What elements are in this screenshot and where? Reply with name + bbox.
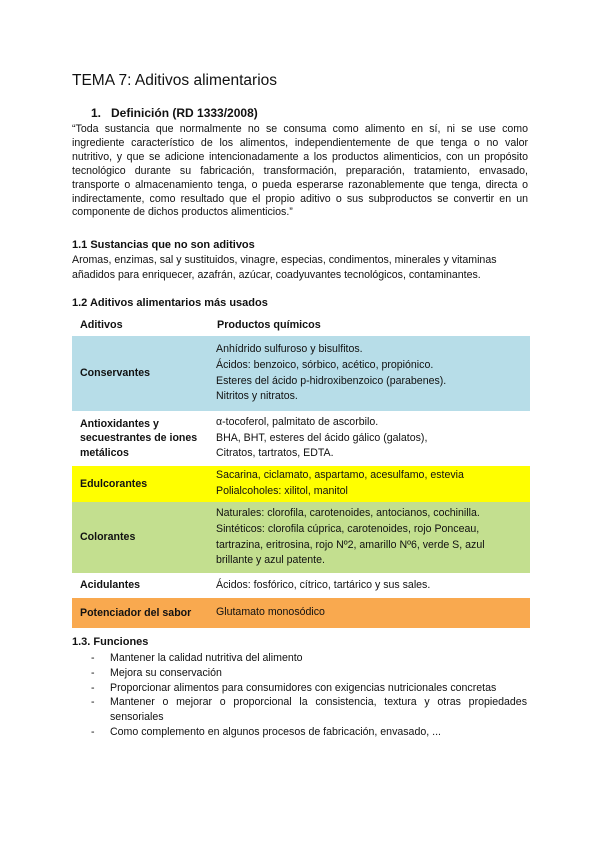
list-item-text: Mantener o mejorar o proporcional la consistencia, textura y otras propiedades sensoriales <box>110 696 527 724</box>
row-name: Antioxidantes y secuestrantes de iones metálicos <box>72 411 209 466</box>
column-header-aditivos: Aditivos <box>80 319 123 331</box>
row-item: Citratos, tartratos, EDTA. <box>216 447 334 460</box>
column-header-productos: Productos químicos <box>217 319 321 331</box>
table-header-row <box>72 314 530 336</box>
definition-line: envasado, transporte o almacenamiento tenga, o pueda esperarse razonablemente que <box>72 164 528 191</box>
section-1-1-line: Aromas, enzimas, sal y sustituidos, vinagre, especias, condimentos, minerales y vitaminas <box>72 254 497 266</box>
row-item: Nitritos y nitratos. <box>216 390 298 403</box>
row-items <box>209 502 530 573</box>
row-item: Esteres del ácido p-hidroxibenzoico (parabenes). <box>216 374 447 387</box>
row-items <box>209 573 530 598</box>
row-name: Edulcorantes <box>72 466 209 502</box>
functions-list <box>91 651 527 740</box>
row-item: Glutamato monosódico <box>216 606 325 619</box>
list-item-text: Mejora su conservación <box>110 666 222 679</box>
row-item: Ácidos: benzoico, sórbico, acético, propiónico. <box>216 358 434 371</box>
definition-line: nutritivo, y que se adicione intencionadamente a los productos alimenticios, con un <box>72 150 480 163</box>
table-row-edulcorantes <box>72 466 530 502</box>
section-1-1-line: añadidos para enriquecer, azafrán, azúcar, coadyuvantes tecnológicos, contaminantes. <box>72 268 481 281</box>
list-item <box>91 651 527 666</box>
row-item: Sacarina, ciclamato, aspartamo, acesulfamo, estevia <box>216 469 464 482</box>
row-name: Colorantes <box>72 502 209 573</box>
list-bullet: - <box>91 696 95 709</box>
section-1-3-heading: 1.3. Funciones <box>72 636 149 648</box>
page-title: TEMA 7: Aditivos alimentarios <box>72 72 278 89</box>
row-item: BHA, BHT, esteres del ácido gálico (galatos), <box>216 431 428 444</box>
list-item-text: Mantener la calidad nutritiva del alimento <box>110 652 303 664</box>
list-bullet: - <box>91 681 95 694</box>
row-item: tartrazina, eritrosina, rojo Nº2, amarillo Nº6, verde S, azul <box>216 538 485 551</box>
section-1-1-text <box>72 253 530 282</box>
row-items <box>209 598 530 628</box>
list-item <box>91 695 527 725</box>
row-item: Anhídrido sulfuroso y bisulfitos. <box>216 343 363 356</box>
list-item <box>91 666 527 681</box>
table-row-colorantes <box>72 502 530 573</box>
list-bullet: - <box>91 666 95 679</box>
row-item: brillante y azul patente. <box>216 554 325 567</box>
additives-table <box>72 314 530 628</box>
list-bullet: - <box>91 652 95 664</box>
definition-text <box>72 123 528 220</box>
definition-heading-text: Definición (RD 1333/2008) <box>111 106 258 120</box>
row-item: Ácidos: fosfórico, cítrico, tartárico y sus sales. <box>216 578 431 591</box>
section-1-2-heading: 1.2 Aditivos alimentarios más usados <box>72 297 268 309</box>
definition-number: 1. <box>91 106 102 120</box>
list-item <box>91 725 527 740</box>
definition-line: convertir en un componente de dichos productos alimenticios.” <box>72 192 528 219</box>
row-item: Sintéticos: clorofila cúprica, carotenoides, rojo Ponceau, <box>216 522 480 535</box>
row-item: Polialcoholes: xilitol, manitol <box>216 485 348 497</box>
definition-line: propósito tecnológico durante su fabricación, transformación, preparación, tratamiento, <box>72 150 528 177</box>
definition-heading <box>91 106 258 120</box>
table-row-potenciador <box>72 598 530 628</box>
definition-line: ingrediente característico de los alimentos, independientemente de que tenga o no valor <box>72 136 528 149</box>
list-item-text: Proporcionar alimentos para consumidores con exigencias nutricionales concretas <box>110 681 497 694</box>
list-item <box>91 681 527 696</box>
row-name: Conservantes <box>72 336 209 411</box>
table-row-conservantes <box>72 336 530 411</box>
list-item-text: Como complemento en algunos procesos de fabricación, envasado, ... <box>110 725 441 738</box>
row-items <box>209 466 530 502</box>
table-row-antioxidantes <box>72 411 530 466</box>
row-name: Potenciador del sabor <box>72 598 209 628</box>
definition-line: “Toda sustancia que normalmente no se consuma como alimento en sí, ni se use como <box>72 123 528 135</box>
row-item: α-tocoferol, palmitato de ascorbilo. <box>216 416 379 429</box>
row-items <box>209 411 530 466</box>
table-row-acidulantes <box>72 573 530 598</box>
row-items <box>209 336 530 411</box>
definition-line: tenga, directa o indirectamente, como resultado que el propio aditivo o sus subproductos se <box>72 178 528 205</box>
section-1-1-heading: 1.1 Sustancias que no son aditivos <box>72 239 255 251</box>
list-bullet: - <box>91 725 95 738</box>
row-item: Naturales: clorofila, carotenoides, antocianos, cochinilla. <box>216 507 480 520</box>
row-name: Acidulantes <box>72 573 209 598</box>
